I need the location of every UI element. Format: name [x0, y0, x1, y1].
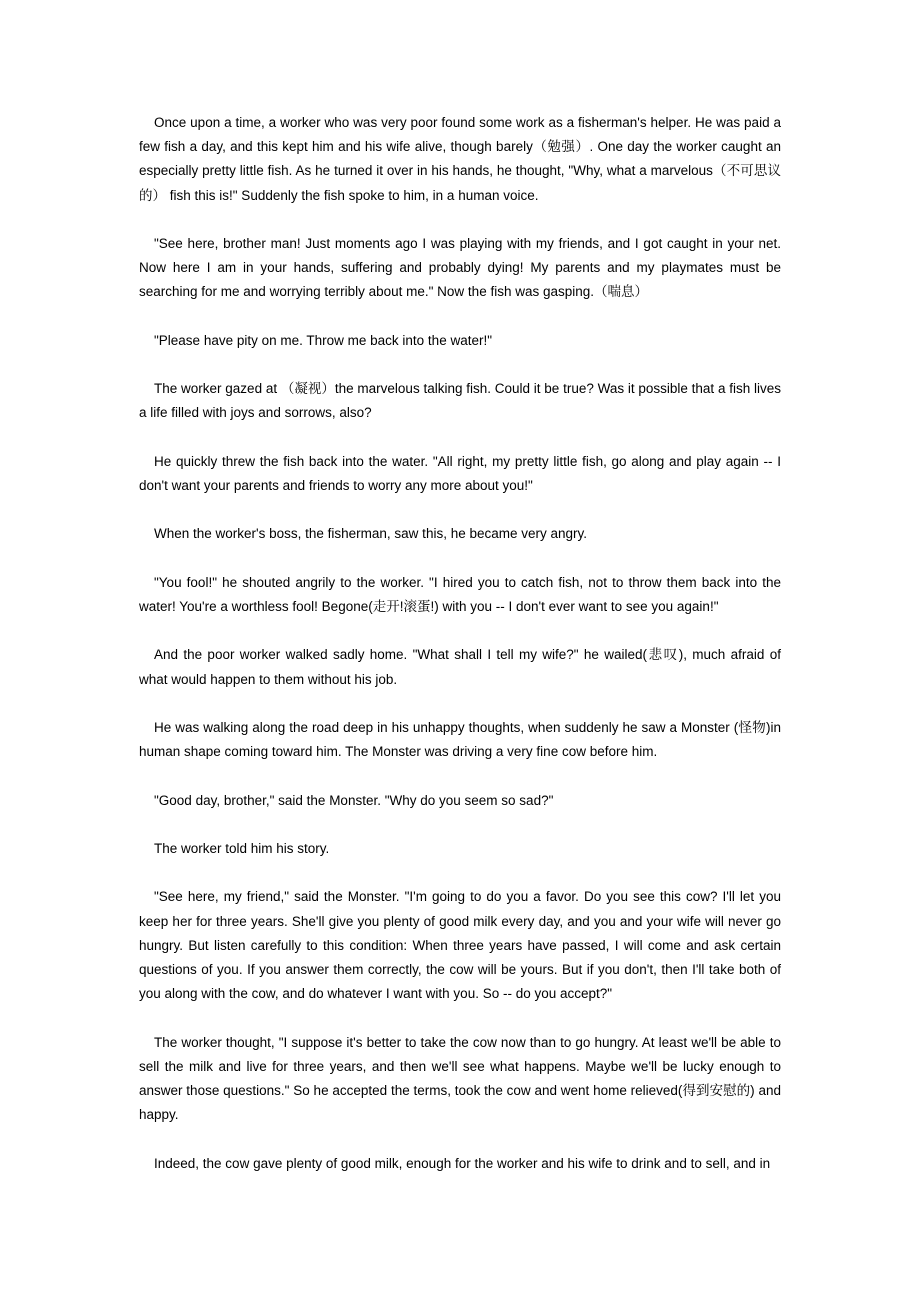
paragraph: When the worker's boss, the fisherman, saw this, he became very angry.	[154, 526, 588, 542]
paragraph: He was walking along the road deep in his unhappy thoughts, when suddenly he saw a Monster (怪物)in human shape coming toward him. The Monster was driving a very fine cow before him.	[139, 719, 781, 760]
paragraph: And the poor worker walked sadly home. "What shall I tell my wife?" he wailed(悲叹), much afraid of what would happen to them without his job.	[139, 647, 781, 687]
paragraph: Indeed, the cow gave plenty of good milk, enough for the worker and his wife to drink and to sell, and in	[154, 1155, 771, 1171]
paragraph: "See here, brother man! Just moments ago I was playing with my friends, and I got caught in your net. Now here I am in your hands, suffering and probably dying! My parents and my playmates must be searching for me and worrying terribly about me." Now the fish was gasping.（喘息）	[139, 236, 781, 300]
paragraph: "Good day, brother," said the Monster. "Why do you seem so sad?"	[154, 792, 554, 808]
paragraph: "You fool!" he shouted angrily to the worker. "I hired you to catch fish, not to throw them back into the water! You're a worthless fool! Begone(走开!滚蛋!) with you -- I don't ever want to see you again!"	[139, 574, 781, 614]
document-page	[139, 111, 781, 1200]
paragraph: The worker gazed at （凝视）the marvelous talking fish. Could it be true? Was it possible that a fish lives a life filled with joys and sorrows, also?	[139, 381, 781, 421]
paragraph: "Please have pity on me. Throw me back into the water!"	[154, 332, 493, 348]
paragraph: The worker thought, "I suppose it's better to take the cow now than to go hungry. At least we'll be able to sell the milk and live for three years, and then we'll see what happens. Maybe we'll be lucky enough to answer those questions." So he accepted the terms, took the cow and went home relieved(得到安慰的) and happy.	[139, 1034, 781, 1123]
paragraph: Once upon a time, a worker who was very poor found some work as a fisherman's helper. He was paid a few fish a day, and this kept him and his wife alive, though barely（勉强）. One day the worker caught an especially pretty little fish. As he turned it over in his hands, he thought, "Why, what a marvelous（不可思议的） fish this is!" Suddenly the fish spoke to him, in a human voice.	[139, 115, 781, 203]
paragraph: "See here, my friend," said the Monster. "I'm going to do you a favor. Do you see this cow? I'll let you keep her for three years. She'll give you plenty of good milk every day, and you and your wife will never go hungry. But listen carefully to this condition: When three years have passed, I will come and ask certain questions of you. If you answer them correctly, the cow will be yours. But if you don't, then I'll take both of you along with the cow, and do whatever I want with you. So -- do you accept?"	[139, 889, 781, 1002]
paragraph: He quickly threw the fish back into the water. "All right, my pretty little fish, go along and play again -- I don't want your parents and friends to worry any more about you!"	[139, 453, 781, 493]
paragraph: The worker told him his story.	[154, 840, 330, 856]
